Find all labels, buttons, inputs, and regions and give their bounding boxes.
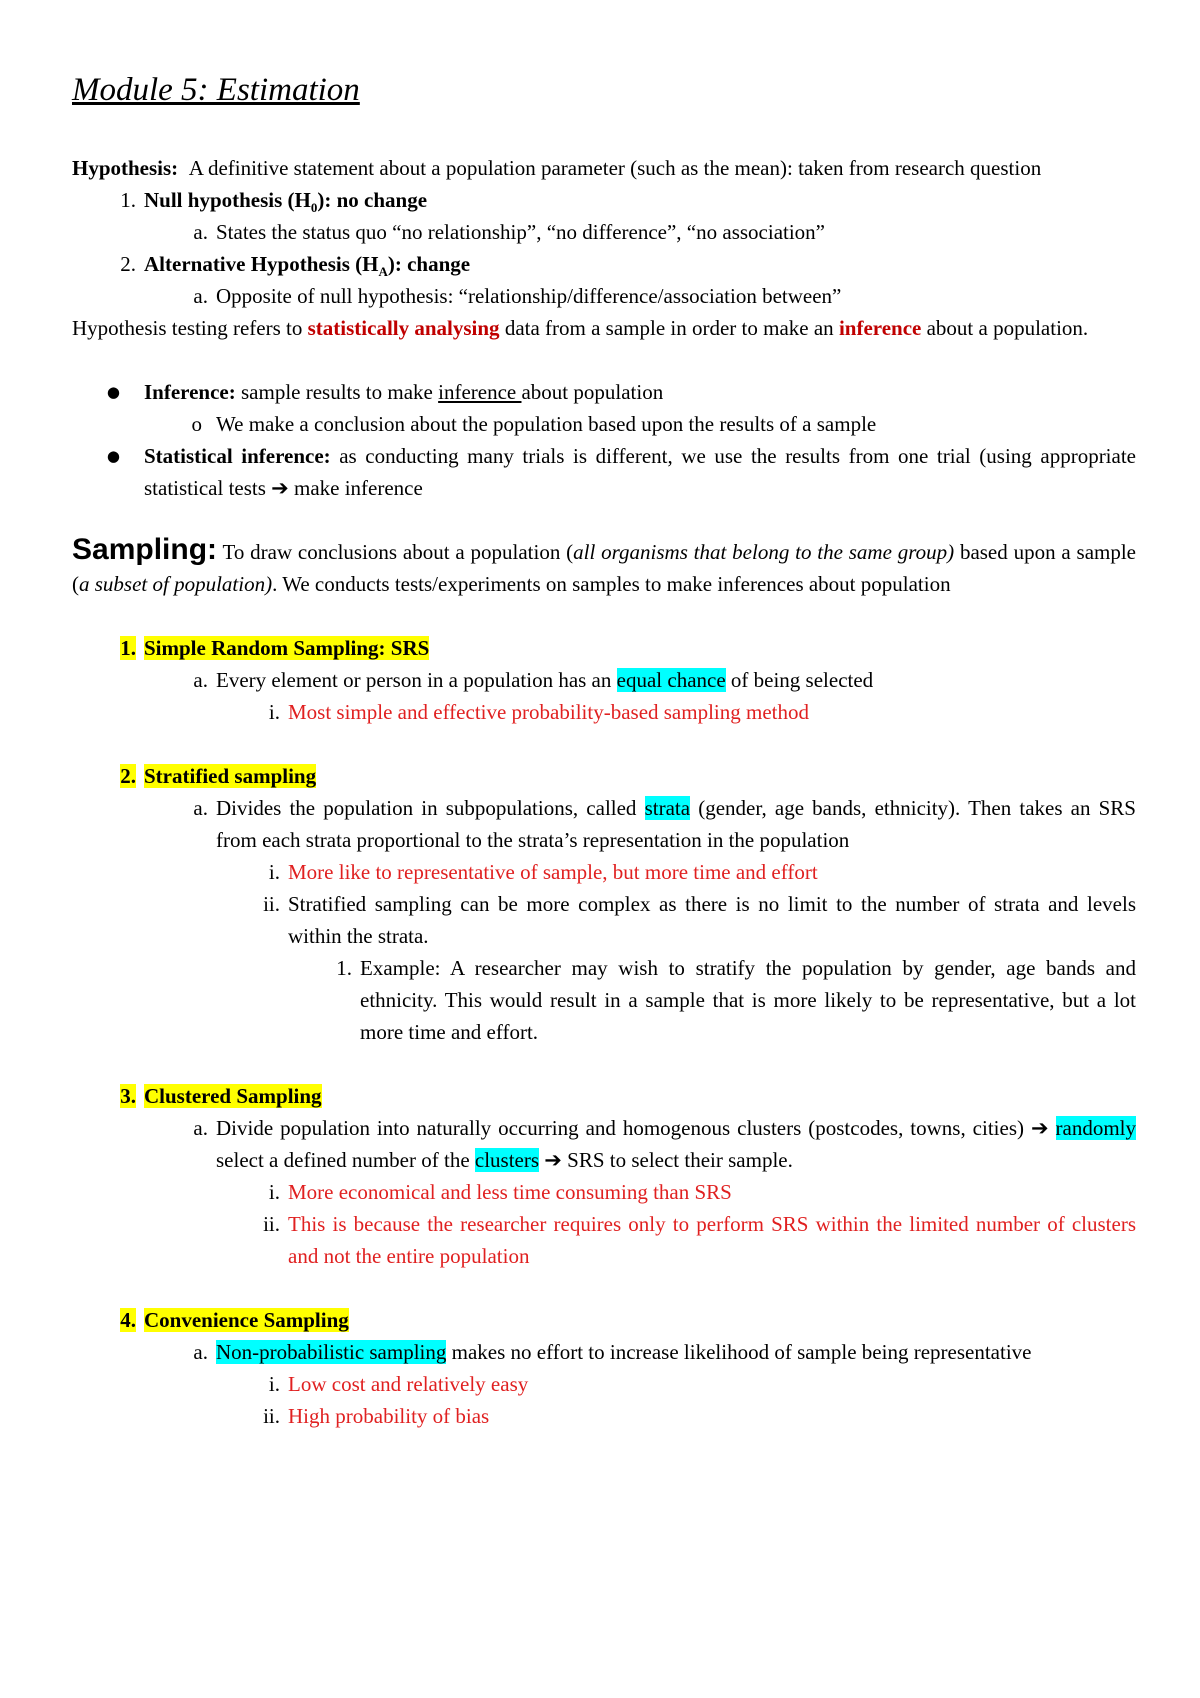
- list-marker: i.: [268, 700, 280, 724]
- underlined-text: inference: [438, 380, 522, 404]
- text-run: as conducting many trials is different, we use the results from one trial (using appropriate statistical tests ➔ make inference: [144, 444, 1136, 500]
- text-run: Divide population into naturally occurring and homogenous clusters (postcodes, towns, cities) ➔: [216, 1116, 1056, 1140]
- null-hypothesis-label-end: ): no change: [317, 188, 428, 212]
- text-run: . We conducts tests/experiments on samples to make inferences about population: [272, 572, 951, 596]
- hypothesis-text: A definitive statement about a population parameter (such as the mean): taken from research question: [188, 156, 1042, 180]
- document-page: [72, 70, 1136, 1432]
- text-run: To draw conclusions about a population (: [217, 540, 574, 564]
- list-marker: ii.: [263, 892, 280, 916]
- srs-sub-sub-item: [72, 696, 1136, 728]
- convenience-title: Convenience Sampling: [144, 1308, 349, 1332]
- sampling-heading: Sampling:: [72, 533, 218, 566]
- bullet-icon: ●: [106, 447, 120, 465]
- inference-bullet-item: [72, 376, 1136, 408]
- emphasis-text: inference: [838, 316, 922, 340]
- alt-hypothesis-desc: Opposite of null hypothesis: “relationship/difference/association between”: [216, 284, 842, 308]
- italic-text: a subset of population): [79, 572, 273, 596]
- stratified-example: [72, 952, 1136, 1048]
- inference-sub-text: We make a conclusion about the population based upon the results of a sample: [216, 412, 877, 436]
- alt-hypothesis-label-end: ): change: [387, 252, 471, 276]
- srs-sub-item: [72, 664, 1136, 696]
- page-title: Module 5: Estimation: [72, 72, 360, 108]
- highlighted-text: clusters: [474, 1148, 540, 1172]
- srs-note: Most simple and effective probability-based sampling method: [288, 700, 810, 724]
- text-run: sample results to make: [235, 380, 439, 404]
- text-run: of being selected: [725, 668, 874, 692]
- inference-sub-item: [72, 408, 1136, 440]
- hypothesis-label: Hypothesis:: [72, 156, 179, 180]
- text-run: ➔ SRS to select their sample.: [539, 1148, 793, 1172]
- text-run: data from a sample in order to make an: [499, 316, 839, 340]
- alt-subscript: A: [378, 264, 388, 280]
- text-run: about a population.: [921, 316, 1089, 340]
- list-marker: a.: [193, 284, 208, 308]
- list-marker: 1.: [120, 188, 136, 212]
- list-marker: i.: [268, 860, 280, 884]
- emphasis-text: statistically analysing: [307, 316, 500, 340]
- srs-heading-item: [72, 632, 1136, 664]
- statistical-inference-label: Statistical inference:: [144, 444, 331, 468]
- inference-label: Inference:: [144, 380, 236, 404]
- convenience-sub-item: [72, 1336, 1136, 1368]
- null-subscript: 0: [310, 200, 318, 216]
- list-marker: i.: [268, 1372, 280, 1396]
- text-run: select a defined number of the: [216, 1148, 475, 1172]
- alt-hypothesis-item: [72, 248, 1136, 280]
- stratified-note-text: More like to representative of sample, but more time and effort: [288, 860, 818, 884]
- stratified-note-ii: [72, 888, 1136, 952]
- list-marker: 1.: [336, 956, 352, 980]
- convenience-note-text: Low cost and relatively easy: [288, 1372, 529, 1396]
- list-marker: a.: [193, 668, 208, 692]
- clustered-heading-item: [72, 1080, 1136, 1112]
- clustered-sub-item: [72, 1112, 1136, 1176]
- list-marker: 2.: [120, 252, 136, 276]
- text-run: Hypothesis testing refers to: [72, 316, 308, 340]
- circle-bullet-icon: o: [191, 412, 202, 436]
- hypothesis-definition: [72, 152, 1136, 184]
- clustered-note-i: [72, 1176, 1136, 1208]
- bullet-icon: ●: [106, 383, 120, 401]
- clustered-note-text: This is because the researcher requires only to perform SRS within the limited number of clusters and not the entire population: [288, 1212, 1136, 1268]
- srs-title: Simple Random Sampling: SRS: [144, 636, 430, 660]
- null-hypothesis-item: [72, 184, 1136, 216]
- list-marker: a.: [193, 1340, 208, 1364]
- stratified-heading-item: [72, 760, 1136, 792]
- null-hypothesis-sub-item: [72, 216, 1136, 248]
- stratified-example-text: Example: A researcher may wish to stratify the population by gender, age bands and ethnicity. This would result in a sample that is more likely to be representative, but a lot more time and effort.: [360, 956, 1136, 1044]
- clustered-note-ii: [72, 1208, 1136, 1272]
- list-marker: ii.: [263, 1212, 280, 1236]
- list-marker: 3.: [120, 1084, 136, 1108]
- stratified-title: Stratified sampling: [144, 764, 317, 788]
- list-marker: ii.: [263, 1404, 280, 1428]
- stratified-sub-item: [72, 792, 1136, 856]
- list-marker: a.: [193, 220, 208, 244]
- highlighted-text: strata: [644, 796, 691, 820]
- stratified-note-i: [72, 856, 1136, 888]
- alt-hypothesis-label: Alternative Hypothesis (H: [144, 252, 379, 276]
- convenience-note-text: High probability of bias: [288, 1404, 490, 1428]
- list-marker: 1.: [120, 636, 136, 660]
- highlighted-text: Non-probabilistic sampling: [216, 1340, 447, 1364]
- text-run: Every element or person in a population has an: [216, 668, 617, 692]
- sampling-paragraph: [72, 534, 1136, 600]
- text-run: based upon a sample (: [72, 540, 1137, 596]
- highlighted-text: randomly: [1055, 1116, 1136, 1140]
- list-marker: i.: [268, 1180, 280, 1204]
- text-run: (gender, age bands, ethnicity). Then takes an SRS from each strata proportional to the strata’s representation in the population: [216, 796, 1136, 852]
- statistical-inference-bullet-item: [72, 440, 1136, 504]
- alt-hypothesis-sub-item: [72, 280, 1136, 312]
- null-hypothesis-label: Null hypothesis (H: [144, 188, 311, 212]
- list-marker: 2.: [120, 764, 136, 788]
- highlighted-text: equal chance: [616, 668, 726, 692]
- list-marker: a.: [193, 1116, 208, 1140]
- stratified-note-text: Stratified sampling can be more complex as there is no limit to the number of strata and levels within the strata.: [288, 892, 1136, 948]
- convenience-heading-item: [72, 1304, 1136, 1336]
- text-run: makes no effort to increase likelihood of sample being representative: [446, 1340, 1032, 1364]
- list-marker: 4.: [120, 1308, 136, 1332]
- hypothesis-testing-paragraph: [72, 312, 1136, 344]
- text-run: Divides the population in subpopulations, called: [216, 796, 645, 820]
- clustered-note-text: More economical and less time consuming than SRS: [288, 1180, 732, 1204]
- list-marker: a.: [193, 796, 208, 820]
- clustered-title: Clustered Sampling: [144, 1084, 322, 1108]
- null-hypothesis-desc: States the status quo “no relationship”, “no difference”, “no association”: [216, 220, 825, 244]
- text-run: about population: [521, 380, 664, 404]
- convenience-note-ii: [72, 1400, 1136, 1432]
- italic-text: all organisms that belong to the same group): [573, 540, 955, 564]
- convenience-note-i: [72, 1368, 1136, 1400]
